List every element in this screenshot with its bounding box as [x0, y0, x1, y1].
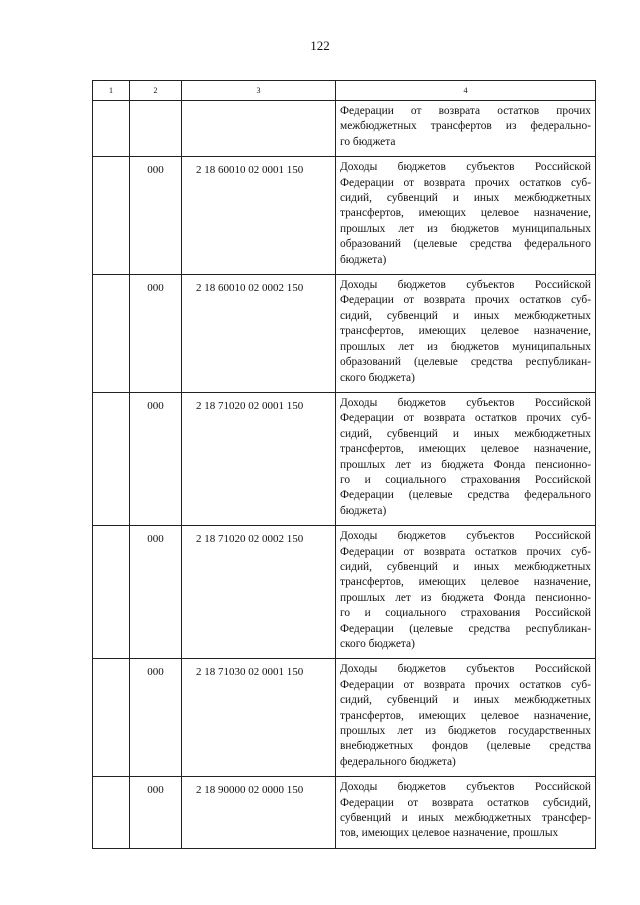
description-line: бюджета) [340, 253, 387, 266]
row-col1-cell [93, 526, 130, 659]
description-cell [336, 659, 596, 777]
description-line: прошлых лет из бюджетов муниципальных [340, 340, 591, 353]
budget-code-cell [182, 101, 336, 157]
budget-code-cell: 2 18 60010 02 0001 150 [182, 157, 336, 275]
budget-code-cell: 2 18 90000 02 0000 150 [182, 777, 336, 849]
description-line: сидий, субвенций и иных межбюджетных [340, 192, 591, 205]
table-row [93, 659, 596, 777]
table-row [93, 526, 596, 659]
description-line: Федерации от возврата остатков прочих суб- [340, 545, 591, 558]
table-row [93, 392, 596, 525]
header-col-4: 4 [336, 81, 596, 101]
admin-code-cell [130, 101, 182, 157]
description-line: ского бюджета) [340, 371, 415, 384]
description-line: Федерации (целевые средства федерального [340, 489, 591, 502]
description-line: Федерации от возврата прочих остатков суб- [340, 294, 591, 307]
description-line: Федерации от возврата прочих остатков суб- [340, 678, 591, 691]
description-line: сидий, субвенций и иных межбюджетных [340, 309, 591, 322]
description-cell [336, 392, 596, 525]
budget-classification-table [92, 80, 596, 849]
description-line: ского бюджета) [340, 638, 415, 650]
description-line: федерального бюджета) [340, 755, 456, 768]
row-col1-cell [93, 157, 130, 275]
description-cell [336, 526, 596, 659]
description-line: сидий, субвенций и иных межбюджетных [340, 560, 591, 573]
description-line: трансфертов, имеющих целевое назначение, [340, 576, 591, 589]
description-line: прошлых лет из бюджетов государственных [340, 725, 591, 738]
description-cell [336, 777, 596, 849]
table-row [93, 777, 596, 849]
table-row [93, 157, 596, 275]
description-line: Доходы бюджетов субъектов Российской [340, 663, 591, 676]
description-line: сидий, субвенций и иных межбюджетных [340, 427, 591, 440]
description-line: Федерации (целевые средства республикан- [340, 622, 591, 635]
description-line: межбюджетных трансфертов из федерально- [340, 120, 591, 133]
description-line: Доходы бюджетов субъектов Российской [340, 781, 591, 794]
page-number: 122 [310, 38, 330, 53]
description-line: образований (целевые средства федерального [340, 238, 591, 251]
description-line: Доходы бюджетов субъектов Российской [340, 161, 591, 174]
budget-code-cell: 2 18 71030 02 0001 150 [182, 659, 336, 777]
header-col-1: 1 [93, 81, 130, 101]
budget-code-cell: 2 18 60010 02 0002 150 [182, 275, 336, 393]
description-line: трансфертов, имеющих целевое назначение, [340, 207, 591, 220]
admin-code-cell: 000 [130, 392, 182, 525]
description-line: Федерации от возврата остатков субсидий, [340, 796, 591, 809]
admin-code-cell: 000 [130, 157, 182, 275]
row-col1-cell [93, 392, 130, 525]
description-line: прошлых лет из бюджета Фонда пенсионно- [340, 458, 591, 471]
description-line: Федерации от возврата остатков прочих суб- [340, 412, 591, 425]
row-col1-cell [93, 101, 130, 157]
description-line: Доходы бюджетов субъектов Российской [340, 530, 591, 543]
description-line: трансфертов, имеющих целевое назначение, [340, 325, 591, 338]
header-col-3: 3 [182, 81, 336, 101]
description-cell [336, 157, 596, 275]
description-line: Федерации от возврата прочих остатков суб- [340, 176, 591, 189]
description-line: прошлых лет из бюджетов муниципальных [340, 222, 591, 235]
description-line: го и социального страхования Российской [340, 607, 591, 620]
description-line: образований (целевые средства республикан- [340, 356, 591, 369]
row-col1-cell [93, 659, 130, 777]
description-cell [336, 101, 596, 157]
header-col-2: 2 [130, 81, 182, 101]
table-header-row [93, 81, 596, 101]
description-line: Федерации от возврата остатков прочих [340, 105, 591, 117]
admin-code-cell: 000 [130, 275, 182, 393]
description-line: прошлых лет из бюджета Фонда пенсионно- [340, 591, 591, 604]
description-line: бюджета) [340, 504, 387, 517]
description-line: трансфертов, имеющих целевое назначение, [340, 709, 591, 722]
description-line: го и социального страхования Российской [340, 473, 591, 486]
description-line: го бюджета [340, 135, 396, 148]
row-col1-cell [93, 777, 130, 849]
description-line: трансфертов, имеющих целевое назначение, [340, 443, 591, 456]
description-line: Доходы бюджетов субъектов Российской [340, 396, 591, 409]
table-row [93, 275, 596, 393]
description-cell [336, 275, 596, 393]
table-row [93, 101, 596, 157]
admin-code-cell: 000 [130, 526, 182, 659]
budget-code-cell: 2 18 71020 02 0002 150 [182, 526, 336, 659]
description-line: субвенций и иных межбюджетных трансфер- [340, 812, 591, 825]
budget-code-cell: 2 18 71020 02 0001 150 [182, 392, 336, 525]
description-line: Доходы бюджетов субъектов Российской [340, 279, 591, 292]
description-line: тов, имеющих целевое назначение, прошлых [340, 827, 559, 840]
description-line: внебюджетных фондов (целевые средства [340, 740, 591, 753]
admin-code-cell: 000 [130, 777, 182, 849]
row-col1-cell [93, 275, 130, 393]
description-line: сидий, субвенций и иных межбюджетных [340, 694, 591, 707]
admin-code-cell: 000 [130, 659, 182, 777]
